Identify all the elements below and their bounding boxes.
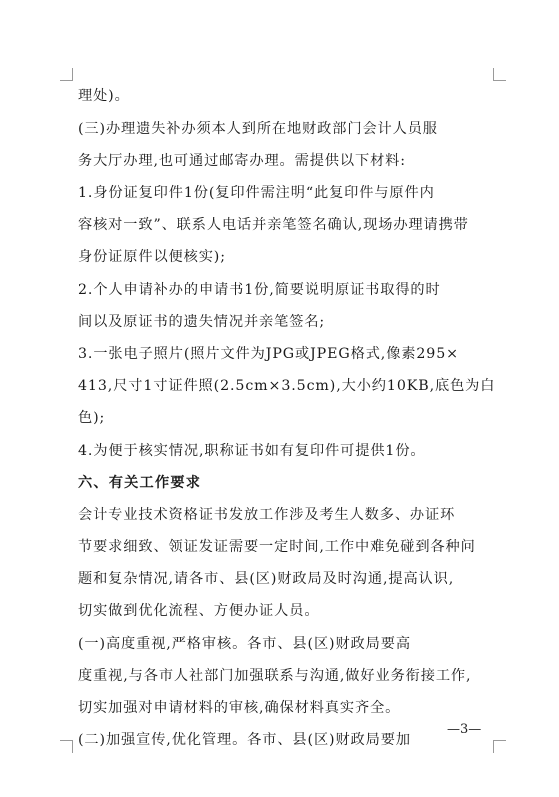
text-line: 题和复杂情况,请各市、县(区)财政局及时沟通,提高认识, [78,571,455,587]
text-line: (一)高度重视,严格审核。各市、县(区)财政局要高 [78,636,411,652]
text-line: 会计专业技术资格证书发放工作涉及考生人数多、办证环 [78,507,456,523]
text-line: 节要求细致、领证发证需要一定时间,工作中难免碰到各种问 [78,539,476,555]
text-line: 4.为便于核实情况,职称证书如有复印件可提供1份。 [78,443,426,459]
page-number: —3— [447,722,482,737]
text-line: 色); [78,410,106,426]
text-line: 413,尺寸1寸证件照(2.5cm×3.5cm),大小约10KB,底色为白 [78,378,496,394]
text-line: 切实做到优化流程、方便办证人员。 [78,603,320,619]
text-line: 务大厅办理,也可通过邮寄办理。需提供以下材料: [78,153,406,169]
crop-mark-bottom-right [493,740,506,753]
text-line: 度重视,与各市人社部门加强联系与沟通,做好业务衔接工作, [78,668,472,684]
text-line: 理处)。 [78,88,130,104]
section-heading: 六、有关工作要求 [78,475,202,491]
text-line: 2.个人申请补办的申请书1份,简要说明原证书取得的时 [78,282,441,298]
crop-mark-bottom-left [60,740,73,753]
text-line: 切实加强对申请材料的审核,确保材料真实齐全。 [78,700,401,716]
text-line: (二)加强宣传,优化管理。各市、县(区)财政局要加 [78,732,411,748]
text-line: 3.一张电子照片(照片文件为JPG或JPEG格式,像素295× [78,346,459,362]
text-line: 容核对一致”、联系人电话并亲笔签名确认,现场办理请携带 [78,217,469,233]
text-line: (三)办理遗失补办须本人到所在地财政部门会计人员服 [78,121,438,137]
text-line: 间以及原证书的遗失情况并亲笔签名; [78,314,326,330]
text-line: 身份证原件以便核实); [78,249,226,265]
crop-mark-top-left [60,68,73,81]
text-line: 1.身份证复印件1份(复印件需注明“此复印件与原件内 [78,185,435,201]
crop-mark-top-right [493,68,506,81]
